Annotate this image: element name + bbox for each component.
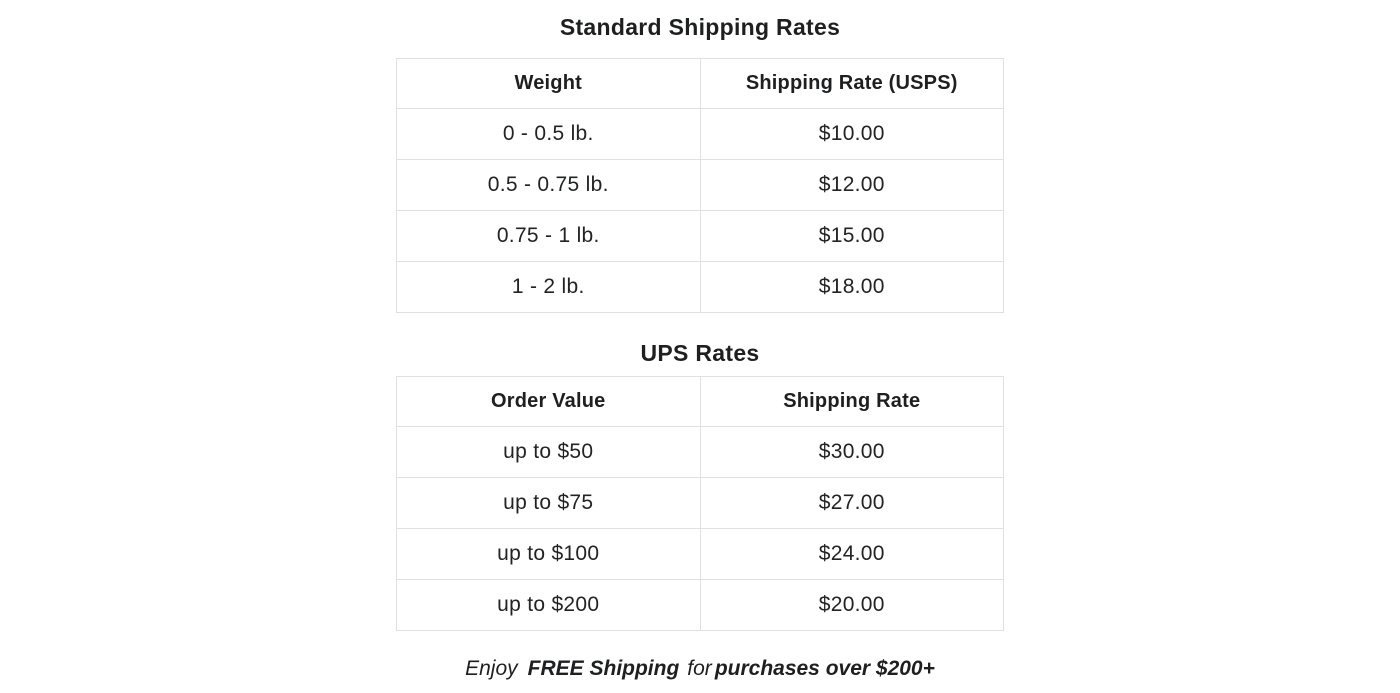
table-row bbox=[397, 529, 1004, 580]
order-value-cell: up to $100 bbox=[397, 529, 701, 580]
footnote-purchases-text: purchases over $200+ bbox=[714, 657, 935, 680]
standard-shipping-title: Standard Shipping Rates bbox=[559, 14, 841, 40]
ups-rates-section bbox=[396, 339, 1004, 631]
ups-rates-title: UPS Rates bbox=[640, 340, 760, 366]
rate-cell: $15.00 bbox=[700, 211, 1004, 262]
table-row bbox=[397, 478, 1004, 529]
standard-shipping-table bbox=[396, 58, 1004, 313]
rate-cell: $20.00 bbox=[700, 580, 1004, 631]
table-row bbox=[397, 262, 1004, 313]
footnote-free-shipping-text: FREE Shipping bbox=[527, 657, 680, 680]
table-row bbox=[397, 580, 1004, 631]
free-shipping-note bbox=[396, 656, 1004, 682]
ups-rates-table bbox=[396, 376, 1004, 631]
table-row bbox=[397, 160, 1004, 211]
standard-shipping-section bbox=[396, 13, 1004, 313]
rate-cell: $30.00 bbox=[700, 427, 1004, 478]
usps-rate-column-header: Shipping Rate (USPS) bbox=[700, 59, 1004, 109]
shipping-rates-page bbox=[396, 0, 1004, 682]
table-header-row bbox=[397, 377, 1004, 427]
footnote-enjoy-text: Enjoy bbox=[465, 657, 518, 680]
weight-range-cell: 0.75 - 1 lb. bbox=[397, 211, 701, 262]
table-row bbox=[397, 211, 1004, 262]
rate-cell: $24.00 bbox=[700, 529, 1004, 580]
footnote-for-text: for bbox=[687, 657, 712, 680]
weight-column-header: Weight bbox=[397, 59, 701, 109]
rate-cell: $18.00 bbox=[700, 262, 1004, 313]
rate-cell: $10.00 bbox=[700, 109, 1004, 160]
weight-range-cell: 0 - 0.5 lb. bbox=[397, 109, 701, 160]
rate-cell: $27.00 bbox=[700, 478, 1004, 529]
order-value-cell: up to $200 bbox=[397, 580, 701, 631]
order-value-column-header: Order Value bbox=[397, 377, 701, 427]
order-value-cell: up to $75 bbox=[397, 478, 701, 529]
table-row bbox=[397, 109, 1004, 160]
shipping-rate-column-header: Shipping Rate bbox=[700, 377, 1004, 427]
table-header-row bbox=[397, 59, 1004, 109]
weight-range-cell: 1 - 2 lb. bbox=[397, 262, 701, 313]
weight-range-cell: 0.5 - 0.75 lb. bbox=[397, 160, 701, 211]
order-value-cell: up to $50 bbox=[397, 427, 701, 478]
table-row bbox=[397, 427, 1004, 478]
rate-cell: $12.00 bbox=[700, 160, 1004, 211]
